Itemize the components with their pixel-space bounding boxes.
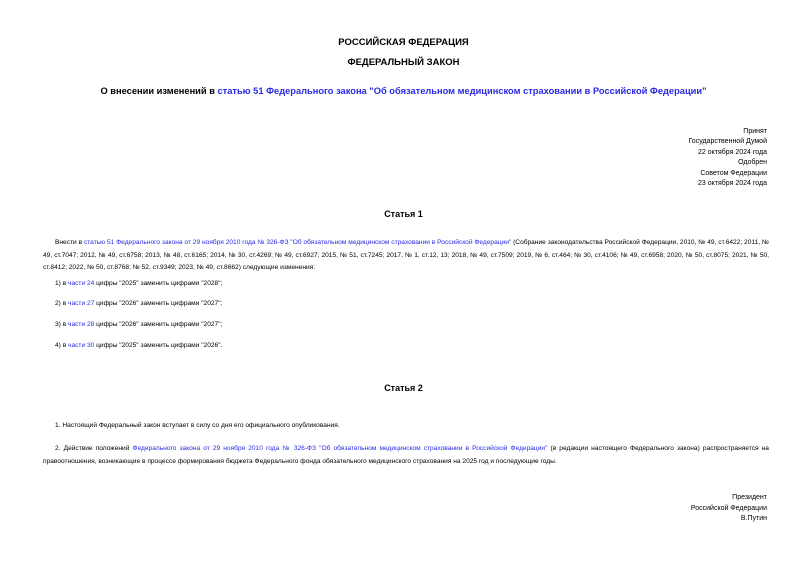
- article-1-intro-suffix: (Собрание законодательства Российской Федерации, 2010, № 49, ст.6422; 2011, № 49, ст.7047; 2012, № 49, ст.6758; 2013, № 48, ст.6165; 2014, № 30, ст.4269; № 49, ст.6927; 2015, № 51, ст.7245; 2017, № 1, ст.12, 13; 2018, № 49, ст.7509; 2019, № 6, ст.464; № 30, ст.4106; № 49, ст.6958; 2020, № 50, ст.8075; 2021, № 50, ст.8412; 2022, № 50, ст.8768; № 52, ст.9349; 2023, № 49, ст.8662) следующие изменения:: [43, 239, 769, 271]
- list-item: [55, 320, 222, 330]
- item-link[interactable]: части 30: [68, 342, 95, 349]
- item-suffix: цифры "2025" заменить цифрами "2028";: [94, 280, 223, 287]
- law-title-prefix: О внесении изменений в: [100, 86, 218, 96]
- article-2-heading: Статья 2: [384, 383, 423, 393]
- law-title: [0, 86, 807, 96]
- item-suffix: цифры "2026" заменить цифрами "2027";: [94, 321, 223, 328]
- adoption-line-2: Государственной Думой: [688, 138, 767, 146]
- item-prefix: 4) в: [55, 342, 69, 349]
- adoption-line-4: Одобрен: [738, 159, 767, 167]
- signature-line-2: Российской Федерации: [690, 504, 767, 512]
- item-prefix: 2) в: [55, 300, 69, 307]
- list-item: [55, 299, 222, 309]
- country-heading: РОССИЙСКАЯ ФЕДЕРАЦИЯ: [338, 37, 469, 48]
- article-2-p2-prefix: 2. Действие положений: [55, 445, 133, 452]
- signature-line-3: В.Путин: [740, 515, 767, 523]
- article-2-p2-suffix: (в редакции настоящего Федерального закона) распространяется на правоотношения, возникающие в процессе формирования бюджета Федерального фонда обязательного медицинского страхования на 2025 год и последующие годы.: [43, 445, 769, 465]
- list-item: [55, 279, 222, 289]
- signature-block: [691, 493, 767, 525]
- item-prefix: 1) в: [55, 280, 69, 287]
- item-link[interactable]: части 27: [68, 300, 95, 307]
- adoption-line-6: 23 октября 2024 года: [698, 180, 767, 188]
- article-2-paragraph-1: 1. Настоящий Федеральный закон вступает в силу со дня его официального опубликования.: [55, 422, 340, 429]
- article-1-intro-prefix: Внести в: [55, 239, 84, 246]
- article-1-intro: [43, 237, 769, 275]
- list-item: [55, 341, 222, 351]
- item-link[interactable]: части 24: [68, 280, 95, 287]
- law-title-link[interactable]: статью 51 Федерального закона "Об обязательном медицинском страховании в Российской Федерации": [217, 86, 707, 96]
- law-type-heading: ФЕДЕРАЛЬНЫЙ ЗАКОН: [347, 57, 460, 68]
- article-1-intro-link[interactable]: статью 51 Федерального закона от 29 ноября 2010 года № 326-ФЗ "Об обязательном медицинском страховании в Российской Федерации": [83, 239, 512, 246]
- item-prefix: 3) в: [55, 321, 69, 328]
- article-2-p2-link[interactable]: Федерального закона от 29 ноября 2010 года № 326-ФЗ "Об обязательном медицинском страховании в Российской Федерации": [132, 445, 548, 452]
- article-1-heading: Статья 1: [384, 209, 423, 219]
- adoption-line-5: Советом Федерации: [700, 169, 767, 177]
- item-suffix: цифры "2026" заменить цифрами "2027";: [94, 300, 223, 307]
- adoption-line-1: Принят: [743, 128, 767, 135]
- signature-line-1: Президент: [732, 494, 767, 501]
- adoption-block: [688, 127, 767, 189]
- adoption-line-3: 22 октября 2024 года: [698, 148, 767, 156]
- article-2-paragraph-2: [43, 443, 769, 468]
- item-suffix: цифры "2025" заменить цифрами "2026".: [94, 342, 223, 349]
- item-link[interactable]: части 28: [68, 321, 95, 328]
